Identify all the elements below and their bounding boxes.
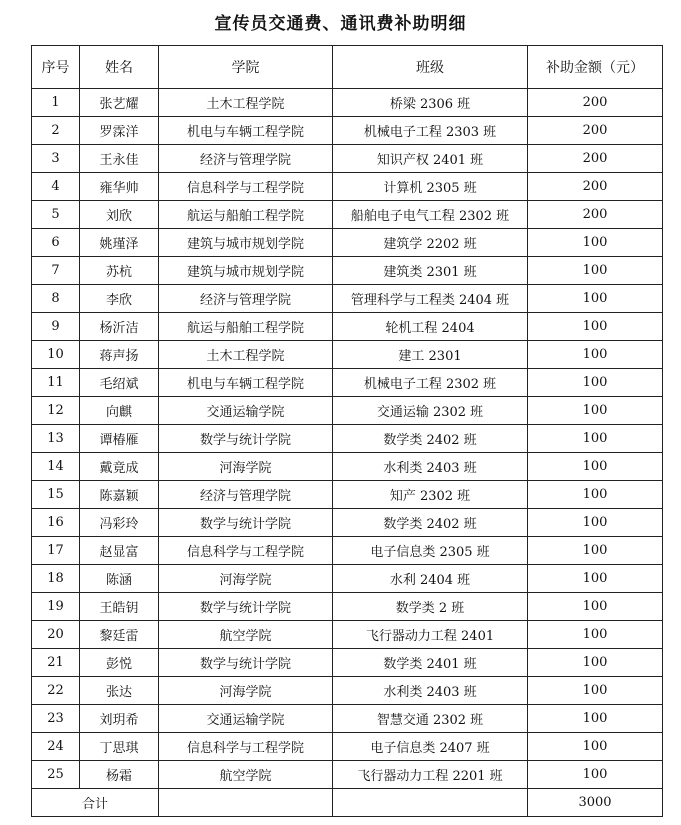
cell-amount: 100 bbox=[528, 229, 663, 257]
cell-index: 5 bbox=[32, 201, 80, 229]
cell-college: 数学与统计学院 bbox=[159, 425, 333, 453]
cell-name: 张达 bbox=[80, 677, 159, 705]
cell-amount: 100 bbox=[528, 425, 663, 453]
subsidy-table bbox=[31, 45, 663, 817]
cell-class: 水利 2404 班 bbox=[333, 565, 528, 593]
cell-college: 河海学院 bbox=[159, 565, 333, 593]
table-row bbox=[32, 145, 663, 173]
cell-amount: 100 bbox=[528, 453, 663, 481]
table-row bbox=[32, 761, 663, 789]
cell-name: 戴竟成 bbox=[80, 453, 159, 481]
cell-name: 刘玥希 bbox=[80, 705, 159, 733]
cell-index: 15 bbox=[32, 481, 80, 509]
cell-name: 雍华帅 bbox=[80, 173, 159, 201]
cell-index: 22 bbox=[32, 677, 80, 705]
cell-college: 建筑与城市规划学院 bbox=[159, 229, 333, 257]
cell-college: 交通运输学院 bbox=[159, 705, 333, 733]
cell-amount: 100 bbox=[528, 705, 663, 733]
cell-college: 信息科学与工程学院 bbox=[159, 173, 333, 201]
cell-name: 赵显富 bbox=[80, 537, 159, 565]
cell-name: 张艺耀 bbox=[80, 89, 159, 117]
cell-amount: 100 bbox=[528, 257, 663, 285]
cell-college: 航运与船舶工程学院 bbox=[159, 313, 333, 341]
cell-index: 24 bbox=[32, 733, 80, 761]
table-row bbox=[32, 369, 663, 397]
cell-class: 建筑学 2202 班 bbox=[333, 229, 528, 257]
cell-amount: 100 bbox=[528, 341, 663, 369]
cell-class: 飞行器动力工程 2201 班 bbox=[333, 761, 528, 789]
cell-class: 水利类 2403 班 bbox=[333, 453, 528, 481]
table-body bbox=[32, 89, 663, 789]
cell-index: 11 bbox=[32, 369, 80, 397]
total-empty-cell bbox=[159, 789, 333, 817]
cell-name: 苏杭 bbox=[80, 257, 159, 285]
cell-college: 建筑与城市规划学院 bbox=[159, 257, 333, 285]
cell-college: 航空学院 bbox=[159, 761, 333, 789]
cell-index: 6 bbox=[32, 229, 80, 257]
cell-index: 19 bbox=[32, 593, 80, 621]
cell-college: 土木工程学院 bbox=[159, 89, 333, 117]
cell-class: 知识产权 2401 班 bbox=[333, 145, 528, 173]
cell-class: 船舶电子电气工程 2302 班 bbox=[333, 201, 528, 229]
cell-name: 刘欣 bbox=[80, 201, 159, 229]
cell-index: 4 bbox=[32, 173, 80, 201]
header-amount: 补助金额（元） bbox=[528, 46, 663, 89]
cell-class: 水利类 2403 班 bbox=[333, 677, 528, 705]
cell-amount: 200 bbox=[528, 173, 663, 201]
cell-amount: 100 bbox=[528, 397, 663, 425]
table-row bbox=[32, 117, 663, 145]
cell-class: 电子信息类 2305 班 bbox=[333, 537, 528, 565]
cell-class: 数学类 2402 班 bbox=[333, 509, 528, 537]
cell-name: 杨沂洁 bbox=[80, 313, 159, 341]
cell-college: 数学与统计学院 bbox=[159, 509, 333, 537]
cell-class: 建工 2301 bbox=[333, 341, 528, 369]
cell-index: 3 bbox=[32, 145, 80, 173]
cell-amount: 100 bbox=[528, 369, 663, 397]
table-row bbox=[32, 201, 663, 229]
cell-class: 电子信息类 2407 班 bbox=[333, 733, 528, 761]
cell-amount: 200 bbox=[528, 201, 663, 229]
cell-index: 8 bbox=[32, 285, 80, 313]
header-name: 姓名 bbox=[80, 46, 159, 89]
cell-amount: 200 bbox=[528, 117, 663, 145]
cell-amount: 100 bbox=[528, 565, 663, 593]
cell-name: 冯彩玲 bbox=[80, 509, 159, 537]
table-row bbox=[32, 649, 663, 677]
cell-name: 彭悦 bbox=[80, 649, 159, 677]
table-row bbox=[32, 341, 663, 369]
table-row bbox=[32, 621, 663, 649]
cell-name: 杨霜 bbox=[80, 761, 159, 789]
cell-index: 2 bbox=[32, 117, 80, 145]
cell-index: 14 bbox=[32, 453, 80, 481]
table-row bbox=[32, 733, 663, 761]
header-index: 序号 bbox=[32, 46, 80, 89]
total-row bbox=[32, 789, 663, 817]
cell-name: 黎廷雷 bbox=[80, 621, 159, 649]
cell-class: 管理科学与工程类 2404 班 bbox=[333, 285, 528, 313]
cell-class: 知产 2302 班 bbox=[333, 481, 528, 509]
cell-index: 1 bbox=[32, 89, 80, 117]
table-row bbox=[32, 537, 663, 565]
cell-amount: 100 bbox=[528, 761, 663, 789]
cell-amount: 200 bbox=[528, 145, 663, 173]
cell-college: 机电与车辆工程学院 bbox=[159, 117, 333, 145]
cell-class: 交通运输 2302 班 bbox=[333, 397, 528, 425]
cell-college: 航空学院 bbox=[159, 621, 333, 649]
cell-college: 河海学院 bbox=[159, 677, 333, 705]
table-row bbox=[32, 89, 663, 117]
cell-amount: 100 bbox=[528, 481, 663, 509]
cell-index: 13 bbox=[32, 425, 80, 453]
cell-name: 向麒 bbox=[80, 397, 159, 425]
cell-index: 20 bbox=[32, 621, 80, 649]
cell-amount: 100 bbox=[528, 649, 663, 677]
cell-class: 机械电子工程 2303 班 bbox=[333, 117, 528, 145]
cell-index: 16 bbox=[32, 509, 80, 537]
cell-amount: 100 bbox=[528, 313, 663, 341]
cell-class: 数学类 2401 班 bbox=[333, 649, 528, 677]
cell-college: 交通运输学院 bbox=[159, 397, 333, 425]
cell-name: 毛绍斌 bbox=[80, 369, 159, 397]
cell-class: 机械电子工程 2302 班 bbox=[333, 369, 528, 397]
cell-amount: 100 bbox=[528, 285, 663, 313]
cell-index: 7 bbox=[32, 257, 80, 285]
table-row bbox=[32, 425, 663, 453]
table-row bbox=[32, 593, 663, 621]
cell-class: 桥梁 2306 班 bbox=[333, 89, 528, 117]
page-title: 宣传员交通费、通讯费补助明细 bbox=[214, 14, 467, 34]
table-row bbox=[32, 173, 663, 201]
cell-college: 经济与管理学院 bbox=[159, 145, 333, 173]
cell-class: 建筑类 2301 班 bbox=[333, 257, 528, 285]
total-empty-cell bbox=[333, 789, 528, 817]
cell-name: 王永佳 bbox=[80, 145, 159, 173]
table-row bbox=[32, 509, 663, 537]
cell-name: 王皓钥 bbox=[80, 593, 159, 621]
cell-name: 丁思琪 bbox=[80, 733, 159, 761]
cell-index: 21 bbox=[32, 649, 80, 677]
cell-amount: 100 bbox=[528, 593, 663, 621]
cell-name: 李欣 bbox=[80, 285, 159, 313]
cell-college: 河海学院 bbox=[159, 453, 333, 481]
cell-class: 计算机 2305 班 bbox=[333, 173, 528, 201]
cell-index: 23 bbox=[32, 705, 80, 733]
cell-class: 飞行器动力工程 2401 bbox=[333, 621, 528, 649]
cell-class: 智慧交通 2302 班 bbox=[333, 705, 528, 733]
cell-college: 数学与统计学院 bbox=[159, 649, 333, 677]
cell-name: 谭椿雁 bbox=[80, 425, 159, 453]
cell-index: 10 bbox=[32, 341, 80, 369]
cell-index: 12 bbox=[32, 397, 80, 425]
table-row bbox=[32, 229, 663, 257]
cell-college: 经济与管理学院 bbox=[159, 481, 333, 509]
cell-index: 9 bbox=[32, 313, 80, 341]
cell-college: 土木工程学院 bbox=[159, 341, 333, 369]
cell-index: 25 bbox=[32, 761, 80, 789]
cell-class: 数学类 2402 班 bbox=[333, 425, 528, 453]
cell-index: 18 bbox=[32, 565, 80, 593]
cell-name: 陈涵 bbox=[80, 565, 159, 593]
cell-name: 罗霂洋 bbox=[80, 117, 159, 145]
table-row bbox=[32, 677, 663, 705]
table-row bbox=[32, 257, 663, 285]
cell-amount: 200 bbox=[528, 89, 663, 117]
cell-amount: 100 bbox=[528, 509, 663, 537]
cell-name: 姚瑾泽 bbox=[80, 229, 159, 257]
cell-college: 信息科学与工程学院 bbox=[159, 733, 333, 761]
total-amount: 3000 bbox=[528, 789, 663, 817]
cell-amount: 100 bbox=[528, 733, 663, 761]
cell-amount: 100 bbox=[528, 621, 663, 649]
table-header-row bbox=[32, 46, 663, 89]
cell-college: 信息科学与工程学院 bbox=[159, 537, 333, 565]
table-row bbox=[32, 453, 663, 481]
table-row bbox=[32, 481, 663, 509]
cell-name: 蒋声扬 bbox=[80, 341, 159, 369]
total-label: 合计 bbox=[32, 789, 159, 817]
cell-amount: 100 bbox=[528, 677, 663, 705]
cell-amount: 100 bbox=[528, 537, 663, 565]
table-row bbox=[32, 705, 663, 733]
cell-index: 17 bbox=[32, 537, 80, 565]
header-college: 学院 bbox=[159, 46, 333, 89]
cell-college: 航运与船舶工程学院 bbox=[159, 201, 333, 229]
table-row bbox=[32, 397, 663, 425]
table-row bbox=[32, 285, 663, 313]
cell-name: 陈嘉颖 bbox=[80, 481, 159, 509]
cell-college: 数学与统计学院 bbox=[159, 593, 333, 621]
header-class: 班级 bbox=[333, 46, 528, 89]
cell-class: 轮机工程 2404 bbox=[333, 313, 528, 341]
cell-college: 机电与车辆工程学院 bbox=[159, 369, 333, 397]
table-row bbox=[32, 313, 663, 341]
cell-class: 数学类 2 班 bbox=[333, 593, 528, 621]
cell-college: 经济与管理学院 bbox=[159, 285, 333, 313]
table-row bbox=[32, 565, 663, 593]
